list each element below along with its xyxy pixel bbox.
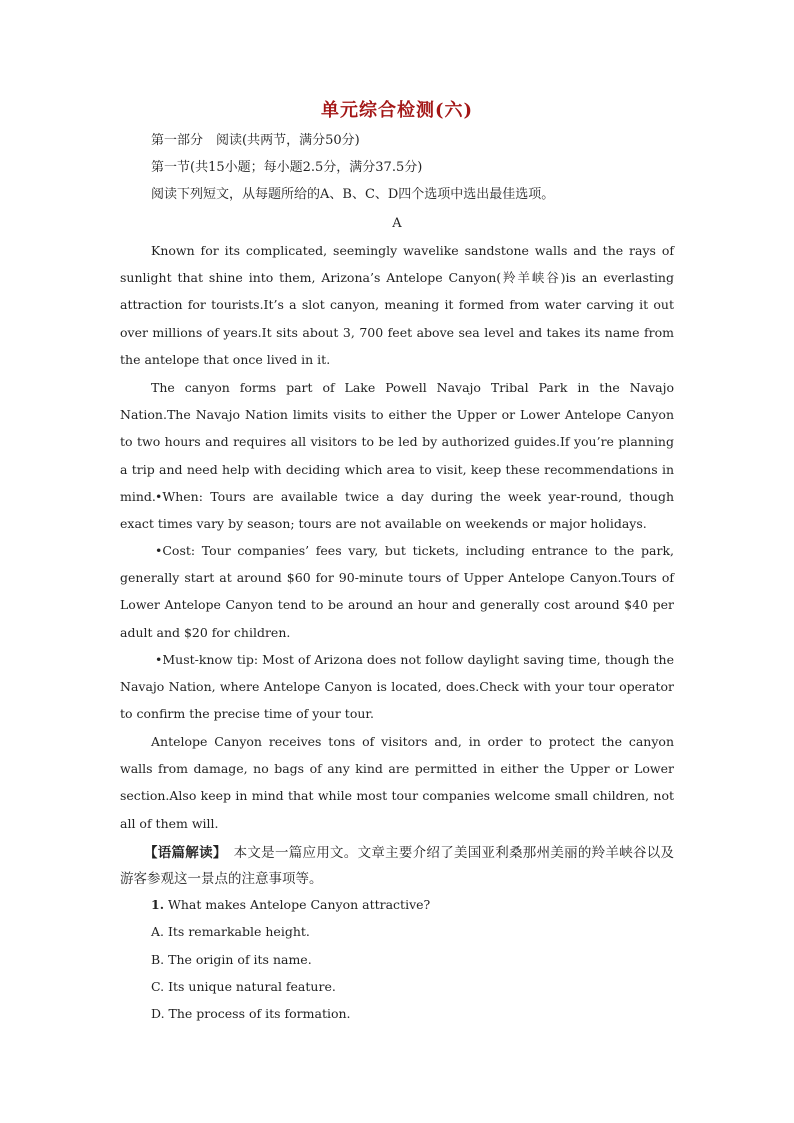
paragraph-cost: •Cost: Tour companies’ fees vary, but tickets, including entrance to the park, generally start at around $60 for 90-minute tours of Upper Antelope Canyon.Tours of Lower Antelope Canyon tend to be around an hour and generally cost around $40 per adult and $20 for children.: [120, 543, 674, 640]
section-heading: 第一节(共15小题；每小题2.5分，满分37.5分): [151, 160, 423, 175]
question-text: What makes Antelope Canyon attractive?: [164, 897, 431, 912]
paragraph-tip: •Must-know tip: Most of Arizona does not follow daylight saving time, though the Navajo Nation, where Antelope Canyon is located, does.Check with your tour operator to confirm the precise time of your tour.: [120, 652, 674, 722]
paragraph-visitors: Antelope Canyon receives tons of visitors and, in order to protect the canyon walls from damage, no bags of any kind are permitted in either the Upper or Lower section.Also keep in mind that while most tour companies welcome small children, not all of them will.: [120, 734, 674, 831]
option-a: A. Its remarkable height.: [151, 924, 310, 939]
page-title: 单元综合检测(六): [320, 100, 474, 121]
option-b: B. The origin of its name.: [151, 952, 312, 967]
part-heading: 第一部分 阅读(共两节，满分50分): [151, 133, 360, 148]
paragraph-intro: Known for its complicated, seemingly wavelike sandstone walls and the rays of sunlight that shine into them, Arizona’s Antelope Canyon(羚羊峡谷)is an everlasting attraction for tourists.It’s a slot canyon, meaning it formed from water carving it out over millions of years.It sits about 3, 700 feet above sea level and takes its name from the antelope that once lived in it.: [120, 243, 674, 367]
option-c: C. Its unique natural feature.: [151, 979, 336, 994]
option-d: D. The process of its formation.: [151, 1006, 351, 1021]
paragraph-when: •When: Tours are available twice a day during the week year-round, though exact times vary by season; tours are not available on weekends or major holidays.: [120, 489, 674, 532]
passage-analysis: [120, 840, 674, 892]
analysis-text: 本文是一篇应用文。文章主要介绍了美国亚利桑那州美丽的羚羊峡谷以及游客参观这一景点的注意事项等。: [120, 845, 675, 887]
paragraph-navajo: The canyon forms part of Lake Powell Navajo Tribal Park in the Navajo Nation.The Navajo Nation limits visits to either the Upper or Lower Antelope Canyon to two hours and requires all visitors to be led by authorized guides.If you’re planning a trip and need help with deciding which area to visit, keep these recommendations in mind.: [120, 380, 674, 504]
question-number: 1.: [151, 897, 165, 912]
question-stem: [151, 896, 430, 914]
instructions: 阅读下列短文，从每题所给的A、B、C、D四个选项中选出最佳选项。: [151, 187, 555, 202]
analysis-tag: 【语篇解读】: [144, 845, 220, 861]
passage-letter: A: [392, 216, 402, 231]
